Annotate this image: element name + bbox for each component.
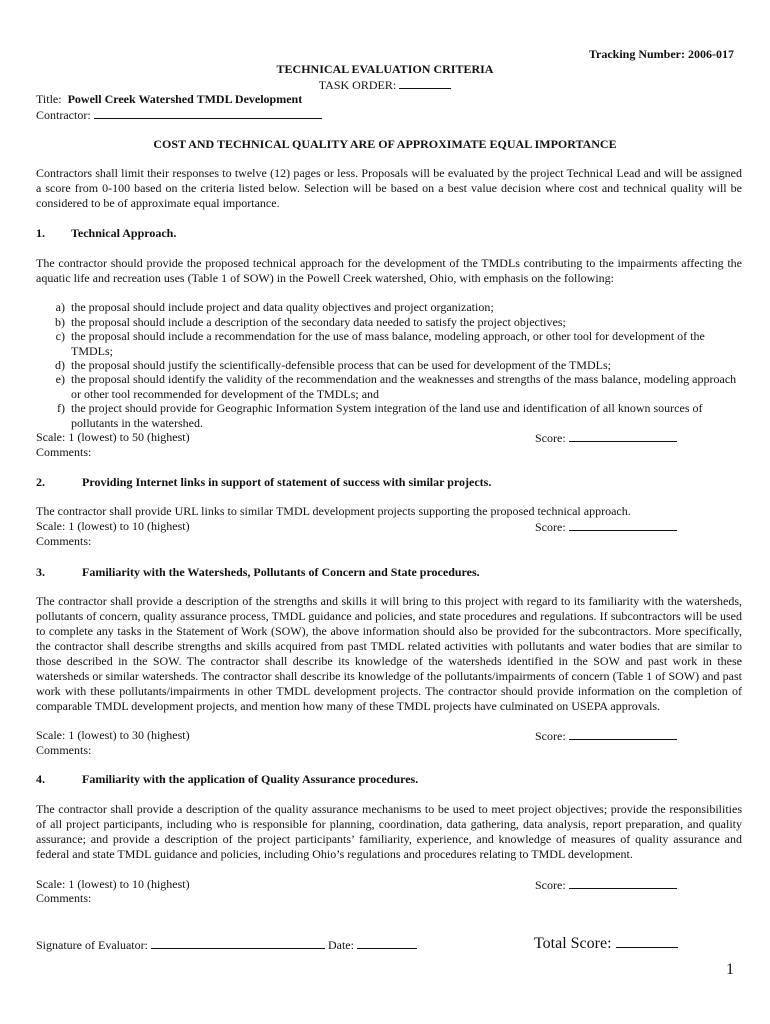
scale-text: Scale: 1 (lowest) to 50 (highest) [36,430,190,444]
title-label: Title: [36,92,62,106]
score-line [535,877,677,893]
list-text: the proposal should include project and data quality objectives and project organization; [71,300,494,314]
list-text: the proposal should include a recommendation for the use of mass balance, modeling approach, or other tool for development of the TMDLs; [71,329,705,358]
list-marker: f) [57,401,65,415]
task-order-line [0,77,770,93]
page-number: 1 [726,961,734,978]
list-text: the proposal should identify the validity of the recommendation and the weaknesses and strengths of the mass balance, modeling approach or other tool recommended for development of the TMDLs; and [71,372,737,401]
list-text: the project should provide for Geographic Information System integration of the land use and identification of all known sources of pollutants in the watershed. [71,401,703,430]
list-item [36,372,742,402]
title-line [36,92,302,107]
list-marker: d) [55,358,65,372]
list-text: the proposal should justify the scientifically-defensible process that can be used for development of the TMDLs; [71,358,611,372]
comments-label: Comments: [36,445,92,459]
total-score-line [534,933,678,954]
comments-label: Comments: [36,743,92,757]
project-title: Powell Creek Watershed TMDL Development [67,92,303,106]
task-order-label: TASK ORDER: [318,78,397,92]
date-field[interactable] [357,937,417,949]
section-title: Providing Internet links in support of statement of success with similar projects. [82,475,492,489]
section-body: The contractor shall provide URL links to similar TMDL development projects supporting the proposed technical approach. [36,504,631,518]
contractor-field[interactable] [94,107,322,119]
score-field[interactable] [569,519,677,531]
list-marker: b) [55,315,65,329]
list-item [36,315,742,330]
document-title: TECHNICAL EVALUATION CRITERIA [276,62,494,76]
scale-text: Scale: 1 (lowest) to 10 (highest) [36,877,190,891]
score-line [535,519,677,535]
scale-text: Scale: 1 (lowest) to 10 (highest) [36,519,190,533]
signature-field[interactable] [151,937,325,949]
date-label: Date: [327,938,354,952]
total-score-field[interactable] [616,933,678,948]
score-line [535,430,677,446]
section-number: 3. [36,565,45,579]
score-label: Score: [535,431,566,445]
scale-text: Scale: 1 (lowest) to 30 (highest) [36,728,190,742]
importance-heading: COST AND TECHNICAL QUALITY ARE OF APPROXIMATE EQUAL IMPORTANCE [153,137,617,151]
list-marker: a) [55,300,65,314]
list-text: the proposal should include a description of the secondary data needed to satisfy the project objectives; [71,315,566,329]
comments-label: Comments: [36,891,92,905]
section-number: 4. [36,772,45,786]
score-field[interactable] [569,877,677,889]
score-line [535,728,677,744]
score-label: Score: [535,878,566,892]
task-order-field[interactable] [399,77,451,89]
list-item [36,329,742,359]
section-body: The contractor shall provide a description of the quality assurance mechanisms to be used to meet project objectives; provide the responsibilities of all project participants, including who is responsible for planning, coordination, data gathering, data analysis, report preparation, and quality assurance; and provide a description of the project participants’ familiarity, experience, and knowledge of measures of quality assurance and federal and state TMDL guidance and policies, including Ohio’s regulations and procedures relating to TMDL development. [36,802,742,861]
score-field[interactable] [569,728,677,740]
contractor-label: Contractor: [36,108,91,122]
signature-line [36,937,417,953]
total-score-label: Total Score: [534,935,612,952]
list-item [36,300,742,315]
section-body: The contractor should provide the proposed technical approach for the development of the TMDLs contributing to the impairments affecting the aquatic life and recreation uses (Table 1 of SOW) in the Powell Creek watershed, Ohio, with emphasis on the following: [36,256,742,285]
section-title: Familiarity with the Watersheds, Pollutants of Concern and State procedures. [82,565,480,579]
section-number: 2. [36,475,45,489]
list-marker: c) [55,329,65,343]
list-item [36,401,742,431]
section-number: 1. [36,226,45,240]
section-title: Technical Approach. [71,226,177,240]
section-body: The contractor shall provide a description of the strengths and skills it will bring to this project with regard to its familiarity with the watersheds, pollutants of concern, quality assurance process, TMDL guidance and policies, and state procedures and regulations. If subcontractors will be used to complete any tasks in the Statement of Work (SOW), the above information should also be provided for the subcontractors. More specifically, the contractor shall describe strengths and skills acquired from past TMDL related activities with pollutants and water bodies that are similar to those described in the SOW. The contractor shall describe its knowledge of the watersheds identified in the SOW and past work in these watersheds or similar watersheds. The contractor shall describe its knowledge of the pollutants/impairments of concern (Table 1 of SOW) and past work with these pollutants/impairments in other TMDL development projects. The contractor should provide information on the completion of comparable TMDL development projects, and mention how many of these TMDL projects have culminated on USEPA approvals. [36,594,742,713]
signature-label: Signature of Evaluator: [36,938,148,952]
section-title: Familiarity with the application of Quality Assurance procedures. [82,772,419,786]
score-field[interactable] [569,430,677,442]
tracking-number: Tracking Number: 2006-017 [588,47,734,61]
score-label: Score: [535,729,566,743]
list-marker: e) [55,372,65,386]
list-item [36,358,742,373]
contractor-line [36,107,322,123]
intro-paragraph: Contractors shall limit their responses to twelve (12) pages or less. Proposals will be evaluated by the project Technical Lead and will be assigned a score from 0-100 based on the criteria listed below. Selection will be based on a best value decision where cost and technical quality will be considered to be of approximate equal importance. [36,166,742,210]
comments-label: Comments: [36,534,92,548]
score-label: Score: [535,520,566,534]
